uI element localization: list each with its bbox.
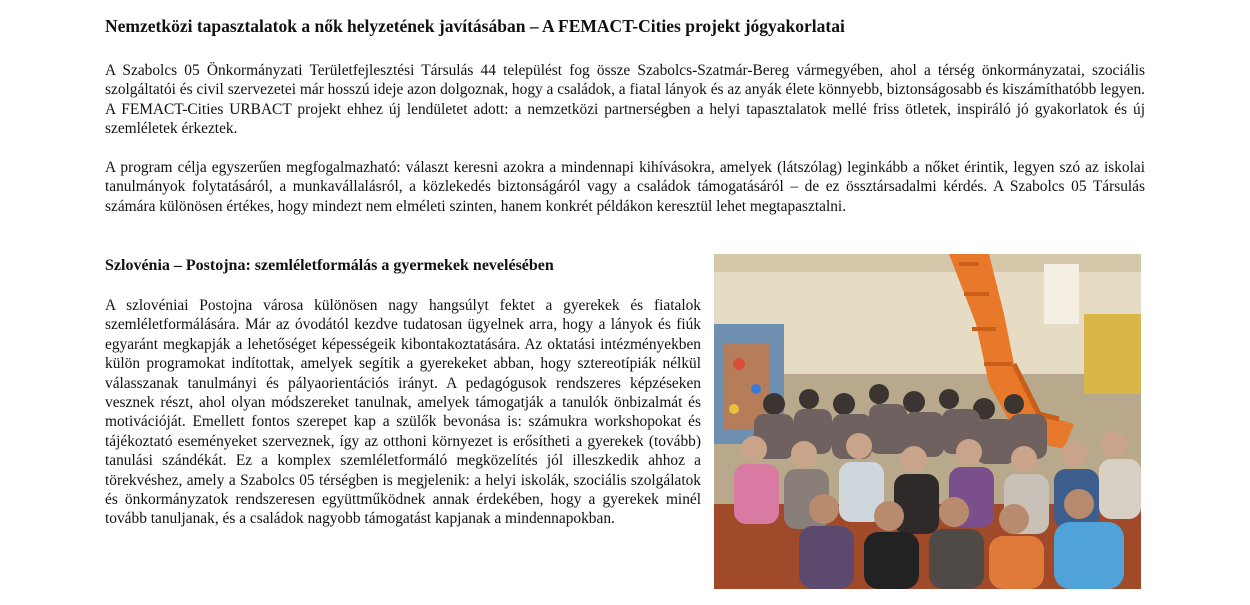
workshop-photo <box>714 254 1141 589</box>
intro-paragraph: A Szabolcs 05 Önkormányzati Területfejlesztési Társulás 44 települést fog össze Szabolcs-Szatmár-Bereg vármegyében, ahol a térség önkormányzatai, szociális szolgáltatói és civil szervezetei már hosszú ideje azon dolgoznak, hogy a családok, a fiatal lányok és az anyák élete könnyebb, biztonságosabb és kiszámíthatóbb legyen. A FEMACT-Cities URBACT projekt ehhez új lendületet adott: a nemzetközi partnerségben a helyi tapasztalatok mellé friss ötletek, inspiráló jó gyakorlatok és új szemléletek érkeztek. <box>105 62 1145 138</box>
goal-paragraph: A program célja egyszerűen megfogalmazható: választ keresni azokra a mindennapi kihívásokra, amelyek (látszólag) leginkább a nőket érintik, legyen szó az iskolai tanulmányok folytatásáról, a munkavállalásról, a közlekedés biztonságáról vagy a családok támogatásáról – de ez össztársadalmi kérdés. A Szabolcs 05 Társulás számára különösen értékes, hogy mindezt nem elméleti szinten, hanem konkrét példákon keresztül lehet megtapasztalni. <box>105 159 1145 215</box>
document-title: Nemzetközi tapasztalatok a nők helyzetének javításában – A FEMACT-Cities projekt jógyakorlatai <box>105 16 845 36</box>
section-heading: Szlovénia – Postojna: szemléletformálás a gyermekek nevelésében <box>105 257 554 274</box>
section-body: A szlovéniai Postojna városa különösen nagy hangsúlyt fektet a gyerekek és fiatalok szemléletformálására. Már az óvodától kezdve tudatosan ügyelnek arra, hogy a lányok és fiúk egyaránt megkapják a lehetőséget képességeik kibontakoztatására. Az oktatási intézményekben külön programokat indítottak, amelyek segítik a gyerekeket abban, hogy sztereotípiák nélkül válasszanak tanulmányi és pályaorientációs irányt. A pedagógusok rendszeres képzéseken vesznek részt, ahol olyan módszereket tanulnak, amelyek támogatják a tanulók önbizalmát és motivációját. Emellett fontos szerepet kap a szülők bevonása is: számukra workshopokat és tájékoztató eseményeket szerveznek, így az otthoni környezet is erősítheti a gyerekek (tovább) tanulási szándékát. Ez a komplex szemléletformáló megközelítés jól illeszkedik ahhoz a törekvéshez, amely a Szabolcs 05 térségben is megjelenik: a helyi iskolák, szociális szolgálatok és önkormányzatok rendszeresen együttműködnek annak érdekében, hogy a gyerekek minél tovább tanuljanak, és a családok nagyobb támogatást kapjanak a mindennapokban. <box>105 297 701 528</box>
